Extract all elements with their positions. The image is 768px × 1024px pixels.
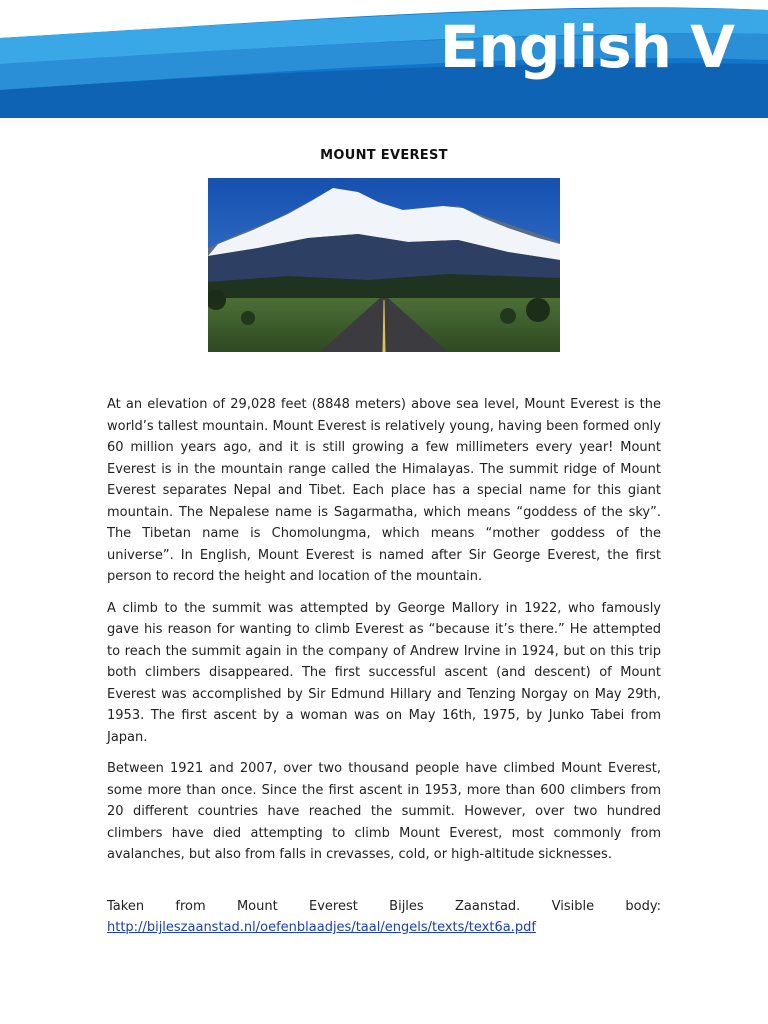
- source-citation: [107, 896, 661, 939]
- paragraph-1: At an elevation of 29,028 feet (8848 meters) above sea level, Mount Everest is the world’s tallest mountain. Mount Everest is relatively young, having been formed only 60 million years ago, and it is still growing a few millimeters every year! Mount Everest is in the mountain range called the Himalayas. The summit ridge of Mount Everest separates Nepal and Tibet. Each place has a special name for this giant mountain. The Nepalese name is Sagarmatha, which means “goddess of the sky”. The Tibetan name is Chomolungma, which means “mother goddess of the universe”. In English, Mount Everest is named after Sir George Everest, the first person to record the height and location of the mountain.: [107, 397, 661, 584]
- source-link[interactable]: http://bijleszaanstad.nl/oefenblaadjes/taal/engels/texts/text6a.pdf: [107, 920, 536, 935]
- mountain-road-photo: [208, 178, 560, 352]
- document-title: MOUNT EVEREST: [320, 148, 448, 163]
- article-body: [107, 394, 661, 949]
- source-text: Taken from Mount Everest Bijles Zaanstad. Visible body:: [107, 898, 661, 914]
- header-banner: [0, 0, 768, 118]
- paragraph-2: A climb to the summit was attempted by George Mallory in 1922, who famously gave his reason for wanting to climb Everest as “because it’s there.” He attempted to reach the summit again in the company of Andrew Irvine in 1924, but on this trip both climbers disappeared. The first successful ascent (and descent) of Mount Everest was accomplished by Sir Edmund Hillary and Tenzing Norgay on May 29th, 1953. The first ascent by a woman was on May 16th, 1975, by Junko Tabei from Japan.: [107, 600, 661, 745]
- brand-logo: English V: [439, 13, 734, 81]
- paragraph-3: Between 1921 and 2007, over two thousand people have climbed Mount Everest, some more than once. Since the first ascent in 1953, more than 600 climbers from 20 different countries have reached the summit. However, over two hundred climbers have died attempting to climb Mount Everest, most commonly from avalanches, but also from falls in crevasses, cold, or high-altitude sicknesses.: [107, 761, 661, 862]
